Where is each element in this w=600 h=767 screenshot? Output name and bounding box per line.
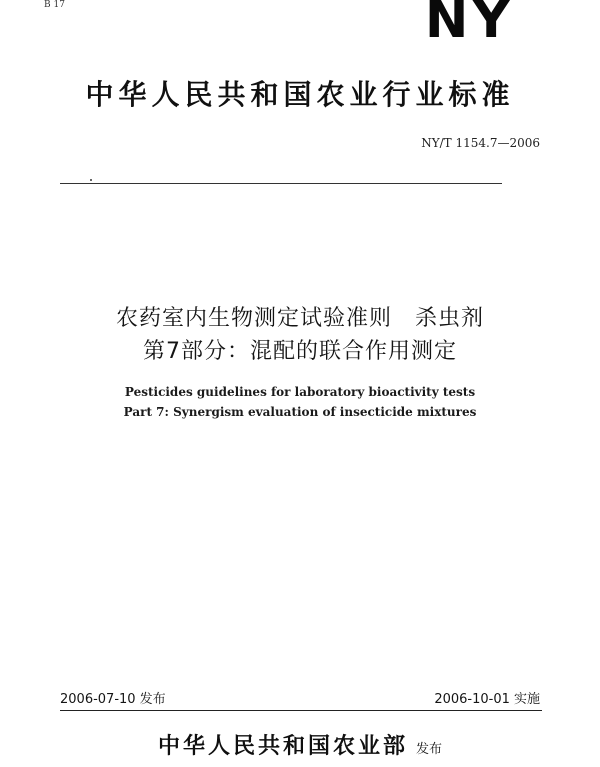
header-divider [60,183,502,184]
english-title-line-2: Part 7: Synergism evaluation of insecticide mixtures [123,405,477,419]
standard-number: NY/T 1154.7—2006 [421,136,540,150]
footer-divider [60,710,542,711]
ny-logo: NY [424,0,514,50]
classification-code: B 17 [44,0,65,10]
publisher-line [0,736,600,758]
rule-mark [90,179,92,181]
standard-type-heading: 中华人民共和国农业行业标准 [85,78,515,111]
publisher-name: 中华人民共和国农业部 [157,734,408,759]
chinese-title-line-1: 农药室内生物测定试验准则 杀虫剂 [115,306,484,331]
issue-date: 2006-07-10 发布 [60,692,166,707]
english-title-line-1: Pesticides guidelines for laboratory bioactivity tests [124,385,476,399]
implementation-date: 2006-10-01 实施 [434,692,540,707]
publisher-action: 发布 [416,742,443,757]
chinese-title-line-2: 第7部分：混配的联合作用测定 [143,339,457,364]
